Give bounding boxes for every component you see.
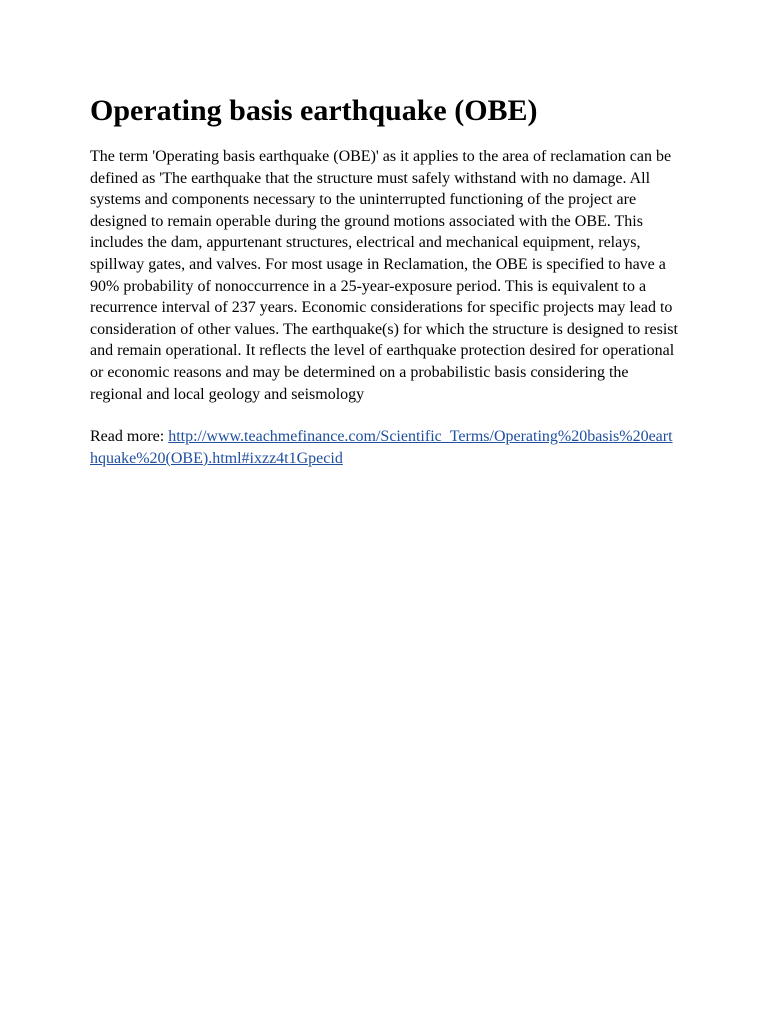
read-more-line [90, 426, 678, 469]
document-title: Operating basis earthquake (OBE) [90, 94, 538, 127]
document-body-paragraph: The term 'Operating basis earthquake (OBE)' as it applies to the area of reclamation can be defined as 'The earthquake that the structure must safely withstand with no damage. All systems and components necessary to the uninterrupted functioning of the project are designed to remain operable during the ground motions associated with the OBE. This includes the dam, appurtenant structures, electrical and mechanical equipment, relays, spillway gates, and valves. For most usage in Reclamation, the OBE is specified to have a 90% probability of nonoccurrence in a 25-year-exposure period. This is equivalent to a recurrence interval of 237 years. Economic considerations for specific projects may lead to consideration of other values. The earthquake(s) for which the structure is designed to resist and remain operational. It reflects the level of earthquake protection desired for operational or economic reasons and may be determined on a probabilistic basis considering the regional and local geology and seismology [90, 148, 678, 403]
read-more-label: Read more: [90, 428, 169, 446]
document-content [90, 92, 678, 469]
source-link[interactable]: http://www.teachmefinance.com/Scientific_Terms/Operating%20basis%20earthquake%20(OBE).html#ixzz4t1Gpecid [90, 428, 673, 467]
